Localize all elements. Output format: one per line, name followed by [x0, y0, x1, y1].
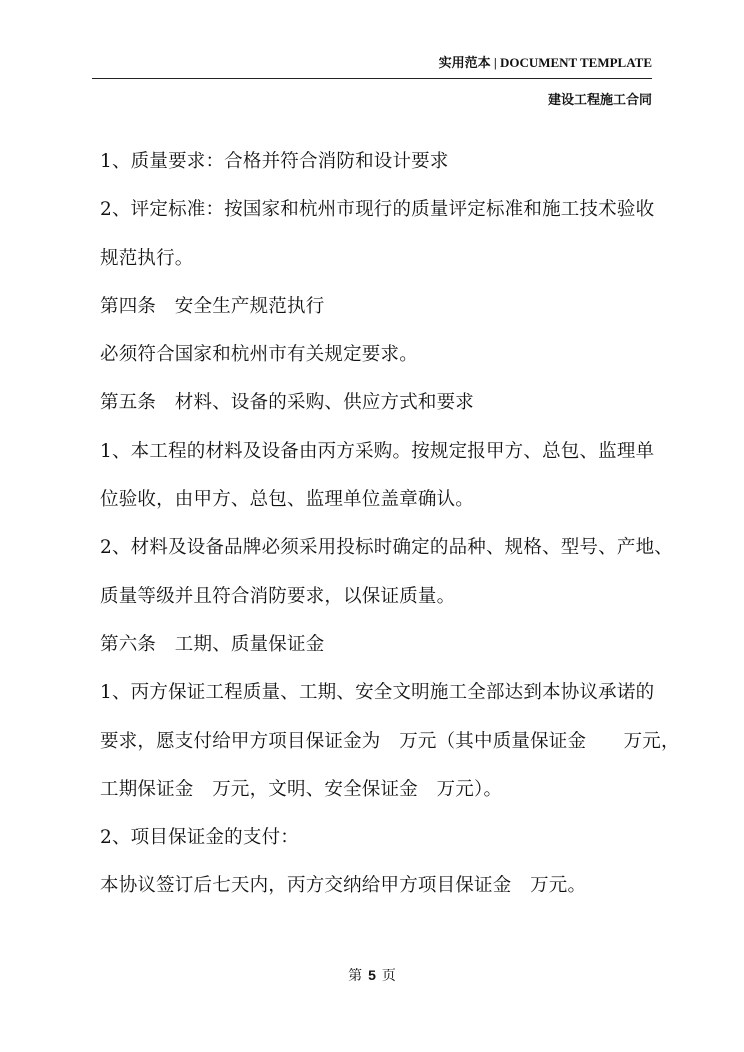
clause-line: 工期保证金 万元，文明、安全保证金 万元）。 [100, 778, 503, 800]
page-prefix: 第 [348, 968, 363, 984]
header-document-template: 实用范本 | DOCUMENT TEMPLATE [438, 55, 652, 70]
contract-body [100, 138, 680, 911]
clause-line: 2、项目保证金的支付： [100, 827, 299, 849]
clause-line: 2、评定标准：按国家和杭州市现行的质量评定标准和施工技术验收 [100, 199, 655, 221]
article-heading: 第六条 工期、质量保证金 [100, 633, 325, 655]
header-contract-title: 建设工程施工合同 [547, 92, 652, 107]
clause-line: 1、本工程的材料及设备由丙方采购。按规定报甲方、总包、监理单 [100, 440, 655, 462]
clause-line: 位验收，由甲方、总包、监理单位盖章确认。 [100, 489, 475, 511]
clause-line: 本协议签订后七天内，丙方交纳给甲方项目保证金 万元。 [100, 875, 587, 897]
page-suffix: 页 [381, 968, 396, 984]
clause-line: 质量等级并且符合消防要求，以保证质量。 [100, 585, 456, 607]
clause-line: 规范执行。 [100, 247, 194, 269]
clause-line: 1、丙方保证工程质量、工期、安全文明施工全部达到本协议承诺的 [100, 682, 655, 704]
clause-line: 2、材料及设备品牌必须采用投标时确定的品种、规格、型号、产地、 [100, 537, 673, 559]
clause-line: 必须符合国家和杭州市有关规定要求。 [100, 344, 418, 366]
article-heading: 第五条 材料、设备的采购、供应方式和要求 [100, 392, 475, 414]
header-divider [92, 78, 652, 79]
clause-line: 要求，愿支付给甲方项目保证金为 万元（其中质量保证金 万元， [100, 730, 680, 752]
page-footer [0, 965, 744, 985]
page-number: 5 [368, 967, 376, 983]
clause-line: 1、质量要求：合格并符合消防和设计要求 [100, 151, 449, 172]
article-heading: 第四条 安全生产规范执行 [100, 295, 325, 317]
